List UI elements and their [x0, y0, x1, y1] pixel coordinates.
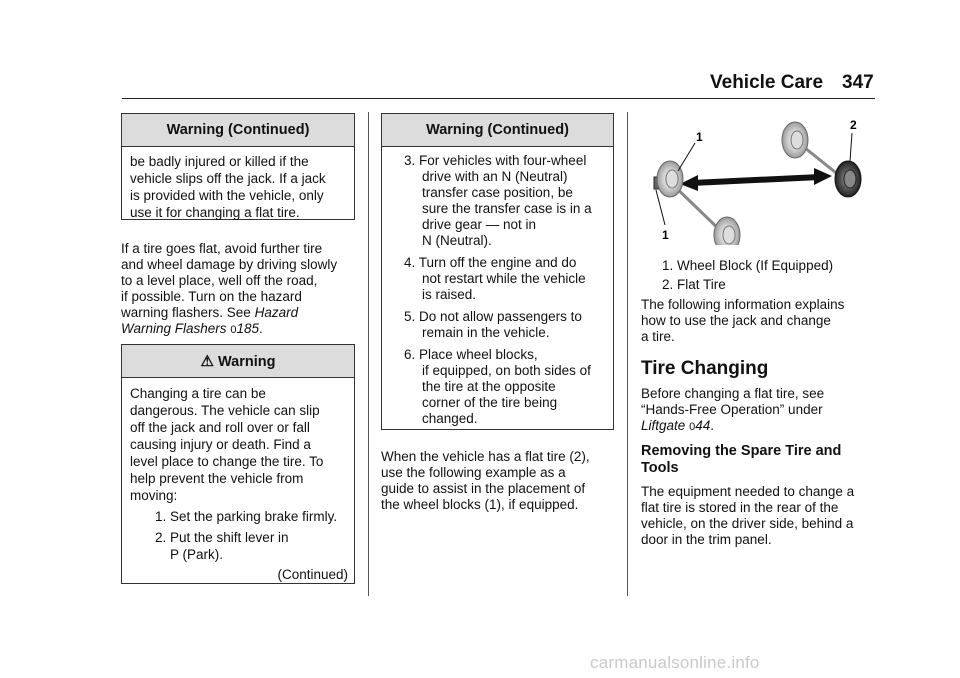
legend-item-2: 2. Flat Tire: [662, 277, 726, 292]
step-line: drive with an N (Neutral): [422, 169, 568, 184]
hazard-link[interactable]: Hazard: [254, 305, 299, 320]
step-line: sure the transfer case is in a: [422, 201, 592, 216]
removing-spare-heading: [641, 443, 881, 477]
rear-right-hub: [723, 226, 735, 244]
paragraph-line: “Hands-Free Operation” under: [641, 402, 823, 417]
warning-title: Warning: [218, 354, 276, 370]
page-number: 347: [842, 72, 874, 93]
period: .: [258, 321, 263, 336]
warning-continued-box-2: [381, 113, 614, 430]
paragraph-line: and wheel damage by driving slowly: [121, 257, 338, 272]
callout-1: 1: [696, 130, 703, 144]
warning-line: causing injury or death. Find a: [130, 437, 311, 452]
warning-step-1: 1. Set the parking brake firmly.: [155, 509, 338, 524]
column-divider-left: [368, 112, 369, 596]
flat-tire-paragraph: [121, 241, 361, 338]
legend-item-1: 1. Wheel Block (If Equipped): [662, 258, 834, 273]
warning-continued-heading: Warning (Continued): [382, 114, 613, 147]
arrow-head-right: [814, 168, 832, 185]
rear-left-hub: [666, 170, 678, 188]
paragraph-line: flat tire is stored in the rear of the: [641, 500, 839, 515]
warning-line: is provided with the vehicle, only: [130, 188, 324, 203]
callout-1b: 1: [662, 228, 669, 242]
warning-step-5: [404, 309, 607, 341]
page-ref-number[interactable]: 185: [236, 321, 259, 336]
warning-step-2: 2. Put the shift lever in: [155, 530, 289, 545]
paragraph-line: The equipment needed to change a: [641, 484, 855, 499]
paragraph-line: Before changing a flat tire, see: [641, 386, 825, 401]
warning-step-3: [404, 153, 607, 249]
axle-diagram: [640, 115, 880, 245]
paragraph-line: [641, 418, 881, 435]
warning-line: use it for changing a flat tire.: [130, 205, 300, 220]
warning-steps: [382, 147, 613, 427]
warning-line: help prevent the vehicle from: [130, 471, 304, 486]
warning-step-2-cont: P (Park).: [170, 547, 224, 562]
step-line: drive gear — not in: [422, 217, 537, 232]
wheel-block-paragraph: [381, 449, 621, 513]
removing-spare-paragraph: [641, 484, 881, 548]
column-divider-right: [627, 112, 628, 596]
step-line: not restart while the vehicle: [422, 271, 586, 286]
warning-line: level place to change the tire. To: [130, 454, 324, 469]
step-line: 5. Do not allow passengers to: [404, 309, 582, 324]
callout-leader-2: [850, 133, 852, 161]
paragraph-text: warning flashers. See: [121, 305, 255, 320]
step-line: 4. Turn off the engine and do: [404, 255, 577, 270]
wheel-block-figure: [640, 115, 880, 245]
warning-icon: ⚠: [200, 353, 214, 370]
paragraph-line: a tire.: [641, 329, 675, 344]
direction-arrow: [692, 177, 820, 183]
step-line: N (Neutral).: [422, 233, 492, 248]
paragraph-line: to a level place, well off the road,: [121, 273, 318, 288]
paragraph-line: guide to assist in the placement of: [381, 481, 586, 496]
header-rule: [122, 98, 875, 99]
warning-step-4: [404, 255, 607, 303]
warning-heading: [122, 345, 354, 378]
heading-line: Tools: [641, 460, 679, 476]
paragraph-line: use the following example as a: [381, 465, 566, 480]
warning-line: Changing a tire can be: [130, 386, 266, 401]
warning-continued-heading: Warning (Continued): [122, 114, 354, 147]
section-title: Vehicle Care: [710, 72, 824, 93]
figure-legend: [662, 258, 882, 293]
liftgate-link[interactable]: Liftgate: [641, 418, 686, 433]
heading-line: Removing the Spare Tire and: [641, 443, 842, 459]
step-line: the tire at the opposite: [422, 379, 556, 394]
warning-box: [121, 344, 355, 584]
paragraph-line: [121, 321, 361, 338]
paragraph-line: how to use the jack and change: [641, 313, 831, 328]
flat-tire-hub: [844, 170, 856, 188]
front-left-hub: [791, 131, 803, 149]
page-ref-icon: 0: [689, 421, 696, 433]
step-line: is raised.: [422, 287, 477, 302]
continued-label: (Continued): [277, 567, 348, 582]
page-ref-number[interactable]: 44: [695, 418, 711, 433]
tire-changing-heading: Tire Changing: [641, 358, 769, 379]
paragraph-line: If a tire goes flat, avoid further tire: [121, 241, 323, 256]
paragraph-line: When the vehicle has a flat tire (2),: [381, 449, 590, 464]
paragraph-line: door in the trim panel.: [641, 532, 772, 547]
step-line: remain in the vehicle.: [422, 325, 550, 340]
warning-continued-body: [122, 147, 354, 221]
warning-line: be badly injured or killed if the: [130, 154, 309, 169]
warning-step-6: [404, 347, 607, 427]
paragraph-line: vehicle, on the driver side, behind a: [641, 516, 854, 531]
paragraph-line: The following information explains: [641, 297, 845, 312]
warning-line: vehicle slips off the jack. If a jack: [130, 171, 326, 186]
warning-line: dangerous. The vehicle can slip: [130, 403, 320, 418]
tire-changing-paragraph: [641, 386, 881, 435]
callout-leader-1: [678, 143, 695, 171]
paragraph-line: if possible. Turn on the hazard: [121, 289, 302, 304]
hazard-link-cont[interactable]: Warning Flashers: [121, 321, 227, 336]
warning-line: moving:: [130, 488, 178, 503]
warning-line: off the jack and roll over or fall: [130, 420, 310, 435]
paragraph-line: the wheel blocks (1), if equipped.: [381, 497, 579, 512]
period: .: [710, 418, 714, 433]
warning-body: [122, 378, 354, 583]
step-line: 6. Place wheel blocks,: [404, 347, 538, 362]
callout-2: 2: [850, 118, 857, 132]
watermark: carmanualsonline.info: [590, 653, 760, 672]
step-line: if equipped, on both sides of: [422, 363, 591, 378]
step-line: changed.: [422, 411, 478, 426]
intro-paragraph: [641, 297, 881, 345]
warning-continued-box: [121, 113, 355, 220]
step-line: transfer case position, be: [422, 185, 573, 200]
page-ref-icon: 0: [230, 324, 237, 336]
step-line: corner of the tire being: [422, 395, 558, 410]
paragraph-line: [121, 305, 361, 321]
step-line: 3. For vehicles with four-wheel: [404, 153, 587, 168]
